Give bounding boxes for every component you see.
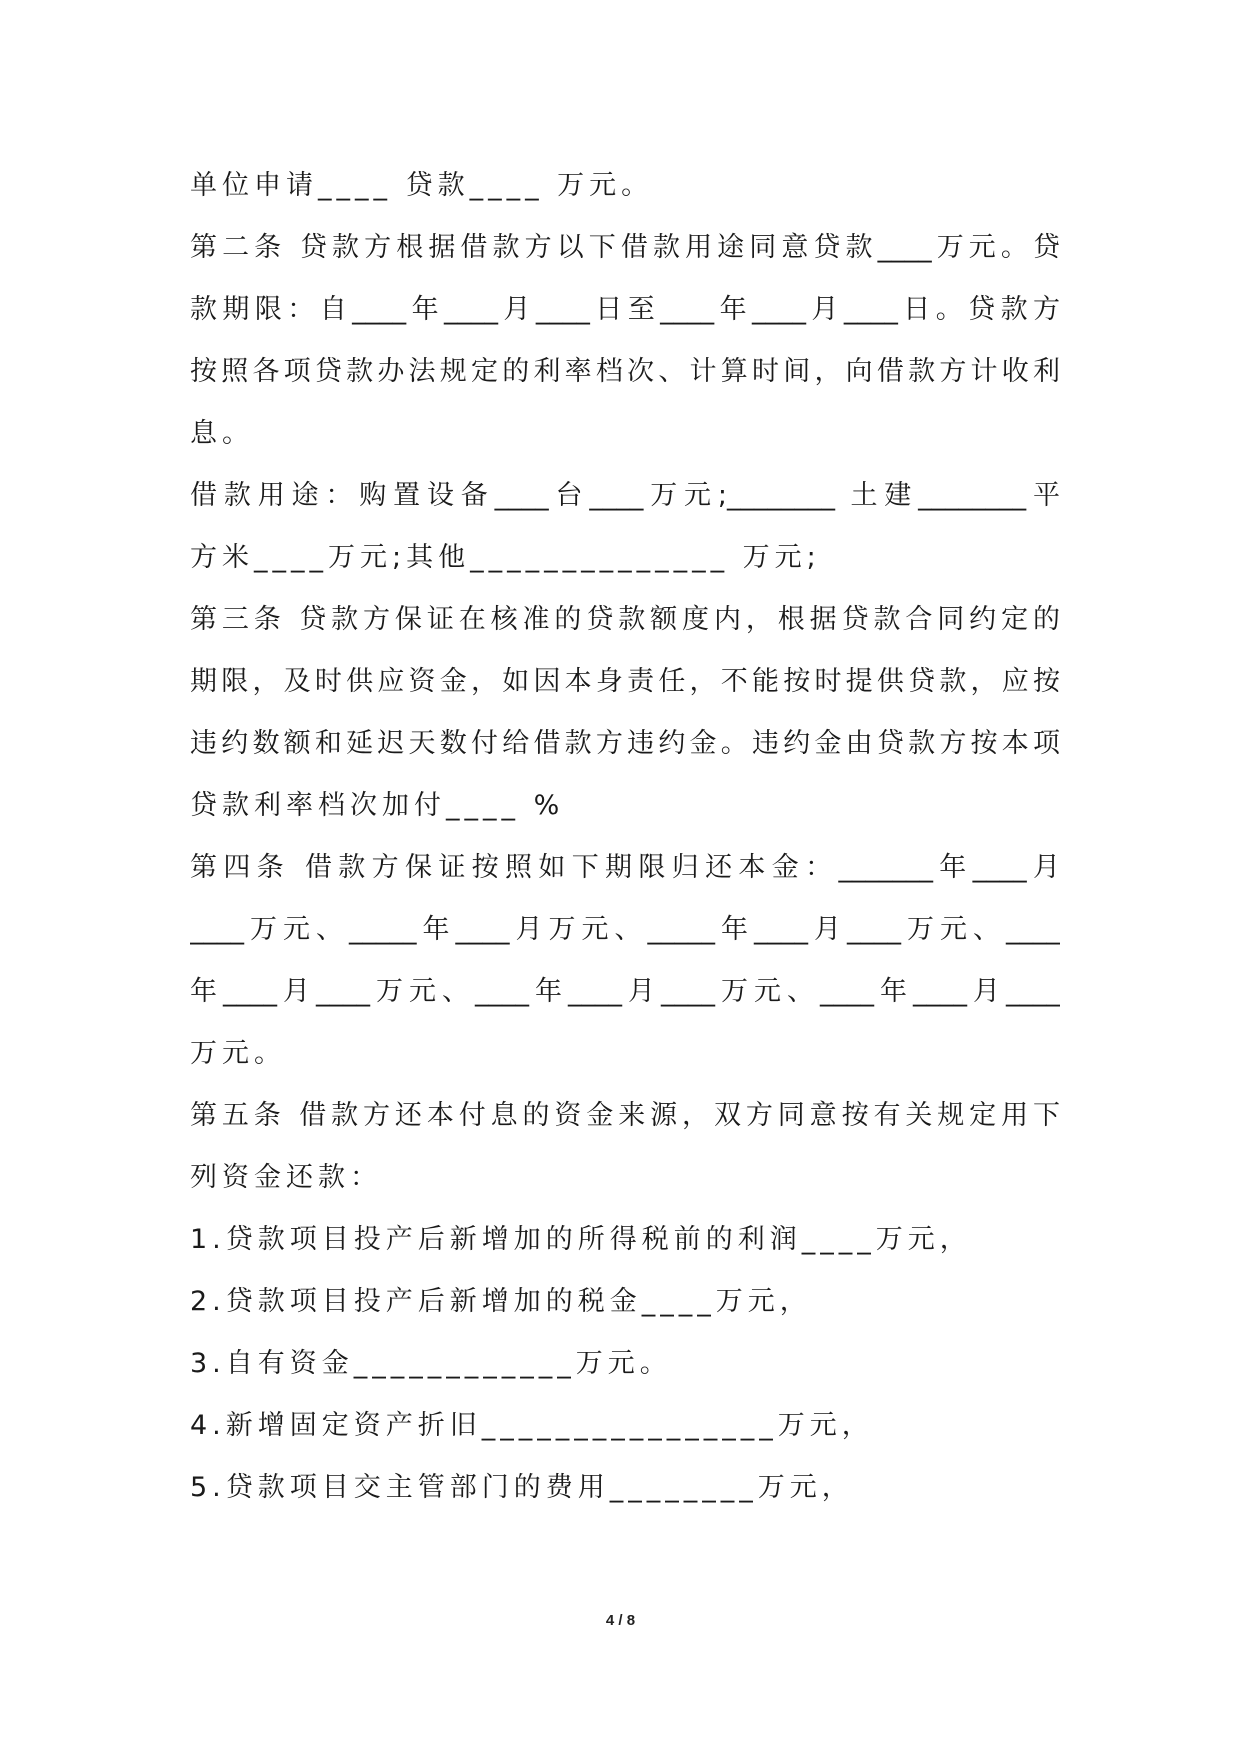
text-line: 列资金还款： xyxy=(190,1162,382,1193)
text-line: 单位申请____ 贷款____ 万元。 xyxy=(190,170,654,201)
text-line: ____万元、_____年____月万元、_____年____月____万元、____ xyxy=(190,914,1060,945)
text-line: 1.贷款项目投产后新增加的所得税前的利润____万元， xyxy=(190,1224,972,1255)
page-number: 4 / 8 xyxy=(605,1612,636,1629)
text-line: 息。 xyxy=(190,418,254,449)
text-line: 期限，及时供应资金，如因本身责任，不能按时提供贷款，应按 xyxy=(190,666,1060,697)
text-line: 万元。 xyxy=(190,1038,286,1069)
document-body xyxy=(190,155,1060,1519)
text-line: 4.新增固定资产折旧________________万元， xyxy=(190,1410,874,1441)
text-line: 方米____万元;其他______________ 万元; xyxy=(190,542,821,573)
text-line: 第五条 借款方还本付息的资金来源，双方同意按有关规定用下 xyxy=(190,1100,1060,1131)
text-line: 贷款利率档次加付____ % xyxy=(190,790,565,821)
text-line: 3.自有资金____________万元。 xyxy=(190,1348,672,1379)
text-line: 2.贷款项目投产后新增加的税金____万元， xyxy=(190,1286,812,1317)
text-line: 款期限：自____年____月____日至____年____月____日。贷款方 xyxy=(190,294,1060,325)
text-line: 第三条 贷款方保证在核准的贷款额度内，根据贷款合同约定的 xyxy=(190,604,1060,635)
text-line: 违约数额和延迟天数付给借款方违约金。违约金由贷款方按本项 xyxy=(190,728,1060,759)
text-line: 第二条 贷款方根据借款方以下借款用途同意贷款____万元。贷 xyxy=(190,232,1060,263)
text-line: 按照各项贷款办法规定的利率档次、计算时间，向借款方计收利 xyxy=(190,356,1060,387)
text-line: 5.贷款项目交主管部门的费用________万元， xyxy=(190,1472,854,1503)
text-line: 第四条 借款方保证按照如下期限归还本金：_______年____月 xyxy=(190,852,1060,883)
text-line: 借款用途：购置设备____台____万元;________ 土建________平 xyxy=(190,480,1060,511)
text-line: 年____月____万元、____年____月____万元、____年____月____ xyxy=(190,976,1060,1007)
